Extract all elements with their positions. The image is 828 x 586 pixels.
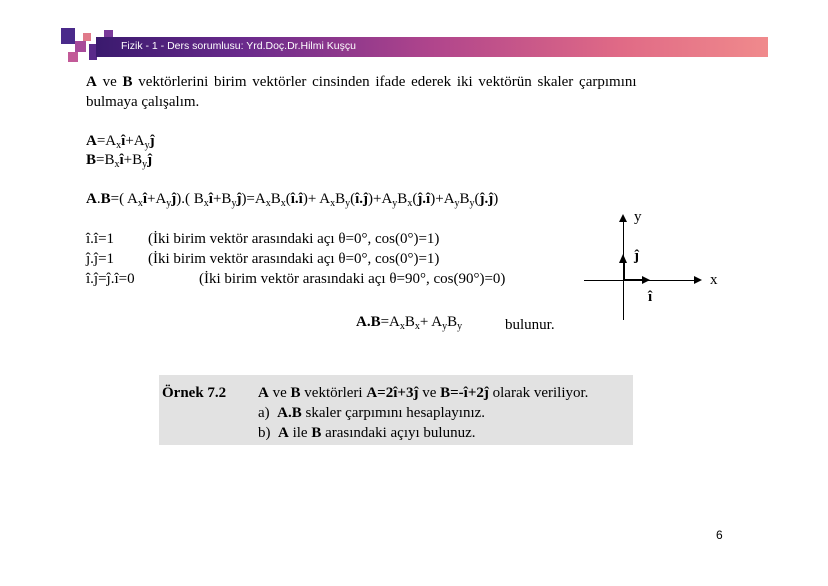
- j-unit-arrow-icon: [619, 254, 627, 263]
- i-hat-label: î: [648, 289, 653, 305]
- j-hat-label: ĵ: [634, 248, 639, 264]
- result-suffix: bulunur.: [505, 317, 555, 333]
- example-part-a: a) A.B skaler çarpımını hesaplayınız.: [258, 405, 486, 421]
- result-formula: $A.B=A_xB_x+ A_yB_y$: [356, 314, 463, 332]
- example-part-b: b) A ile B arasındaki açıyı bulunuz.: [258, 425, 476, 441]
- ij-product: î.ĵ=ĵ.î=0: [86, 271, 135, 287]
- i-unit-shaft: [624, 279, 642, 281]
- y-axis-label: y: [634, 209, 642, 225]
- x-axis-label: x: [710, 272, 718, 288]
- intro-line-1: A ve B vektörlerini birim vektörler cinsinden ifade ederek iki vektörün skaler çarpımını: [86, 74, 637, 90]
- ii-note: (İki birim vektör arasındaki açı θ=0°, cos(0°)=1): [148, 231, 440, 247]
- header-title: Fizik - 1 - Ders sorumlusu: Yrd.Doç.Dr.Hilmi Kuşçu: [121, 40, 356, 52]
- ii-product: î.î=1: [86, 231, 115, 247]
- dot-product-expansion: A.B=( $A_xî+A_yĵ$).( $B_xî+B_yĵ)=A_xB_x(î.î)+$ $A_xB_y(î.ĵ)+A_yB_x(ĵ.î)+A_yB_y(ĵ.ĵ)$: [86, 191, 499, 209]
- x-axis-arrowhead: [694, 276, 702, 284]
- y-axis-arrowhead: [619, 214, 627, 222]
- example-statement: A ve B vektörleri A=2î+3ĵ ve B=-î+2ĵ olarak veriliyor.: [258, 385, 589, 401]
- ij-note: (İki birim vektör arasındaki açı θ=90°, cos(90°)=0): [199, 271, 506, 287]
- j-unit-shaft: [623, 263, 625, 280]
- page-number: 6: [716, 528, 723, 542]
- intro-line-2: bulmaya çalışalım.: [86, 94, 200, 110]
- jj-product: ĵ.ĵ=1: [86, 251, 115, 267]
- i-unit-arrow-icon: [642, 276, 650, 284]
- example-title: Örnek 7.2: [162, 385, 227, 401]
- jj-note: (İki birim vektör arasındaki açı θ=0°, cos(0°)=1): [148, 251, 440, 267]
- vector-b-definition: $B=B_xî+B_yĵ$: [86, 152, 153, 170]
- vector-a-definition: $A=A_xî+A_yĵ$: [86, 133, 155, 151]
